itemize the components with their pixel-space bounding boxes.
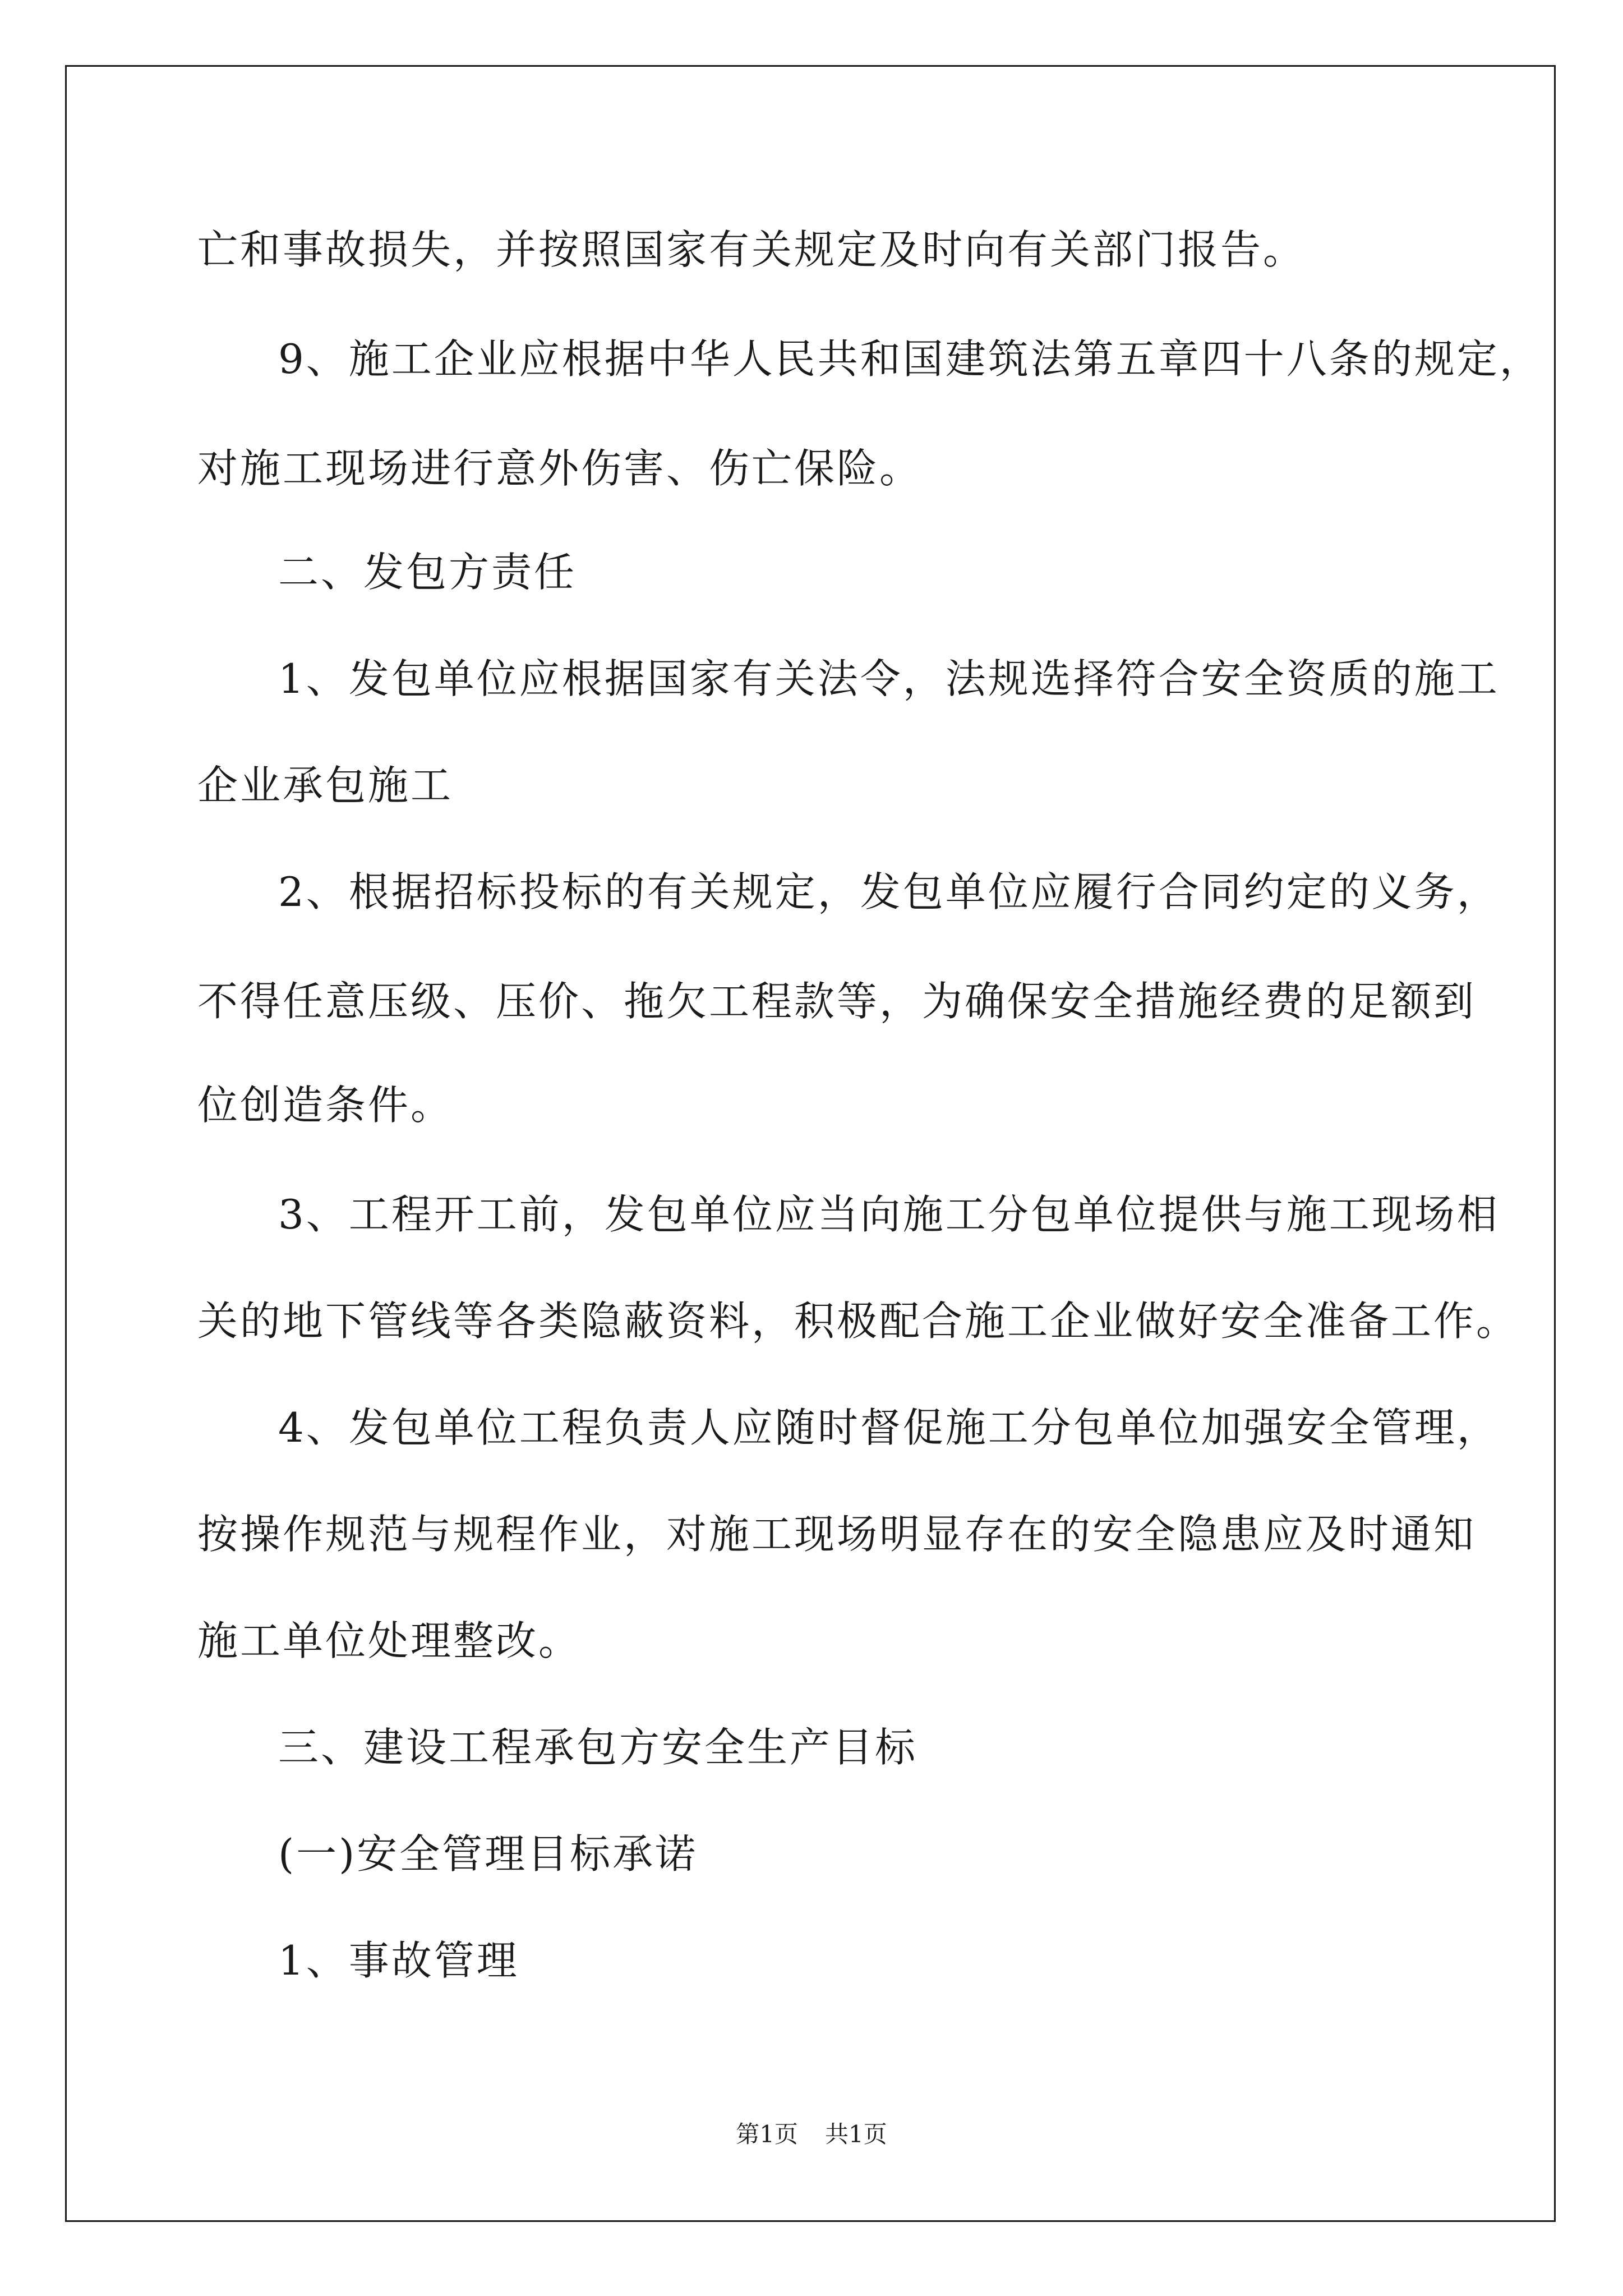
paragraph-line: 关的地下管线等各类隐蔽资料，积极配合施工企业做好安全准备工作。 (197, 1297, 1519, 1345)
paragraph-line: 位创造条件。 (197, 1082, 454, 1129)
page-number: 第1页 (736, 2120, 798, 2148)
paragraph-line: 亡和事故损失，并按照国家有关规定及时向有关部门报告。 (197, 226, 1306, 273)
paragraph-line: 对施工现场进行意外伤害、伤亡保险。 (197, 445, 923, 492)
paragraph-line: 3、工程开工前，发包单位应当向施工分包单位提供与施工现场相 (278, 1191, 1500, 1238)
paragraph-line: 施工单位处理整改。 (197, 1617, 582, 1664)
paragraph-line: 按操作规范与规程作业，对施工现场明显存在的安全隐患应及时通知 (197, 1511, 1477, 1558)
subsection-heading: (一)安全管理目标承诺 (278, 1830, 698, 1878)
paragraph-line: 9、施工企业应根据中华人民共和国建筑法第五章四十八条的规定， (278, 335, 1542, 383)
paragraph-line: 1、发包单位应根据国家有关法令，法规选择符合安全资质的施工 (278, 655, 1500, 702)
paragraph-line: 2、根据招标投标的有关规定，发包单位应履行合同约定的义务， (278, 868, 1500, 915)
page-footer (0, 2120, 1623, 2148)
section-heading: 二、发包方责任 (278, 549, 577, 596)
paragraph-line: 不得任意压级、压价、拖欠工程款等，为确保安全措施经费的足额到 (197, 978, 1477, 1025)
paragraph-line: 企业承包施工 (197, 762, 454, 809)
paragraph-line: 4、发包单位工程负责人应随时督促施工分包单位加强安全管理， (278, 1404, 1500, 1451)
page-total: 共1页 (825, 2120, 887, 2148)
section-heading: 三、建设工程承包方安全生产目标 (278, 1724, 918, 1771)
item-heading: 1、事故管理 (278, 1937, 519, 1984)
